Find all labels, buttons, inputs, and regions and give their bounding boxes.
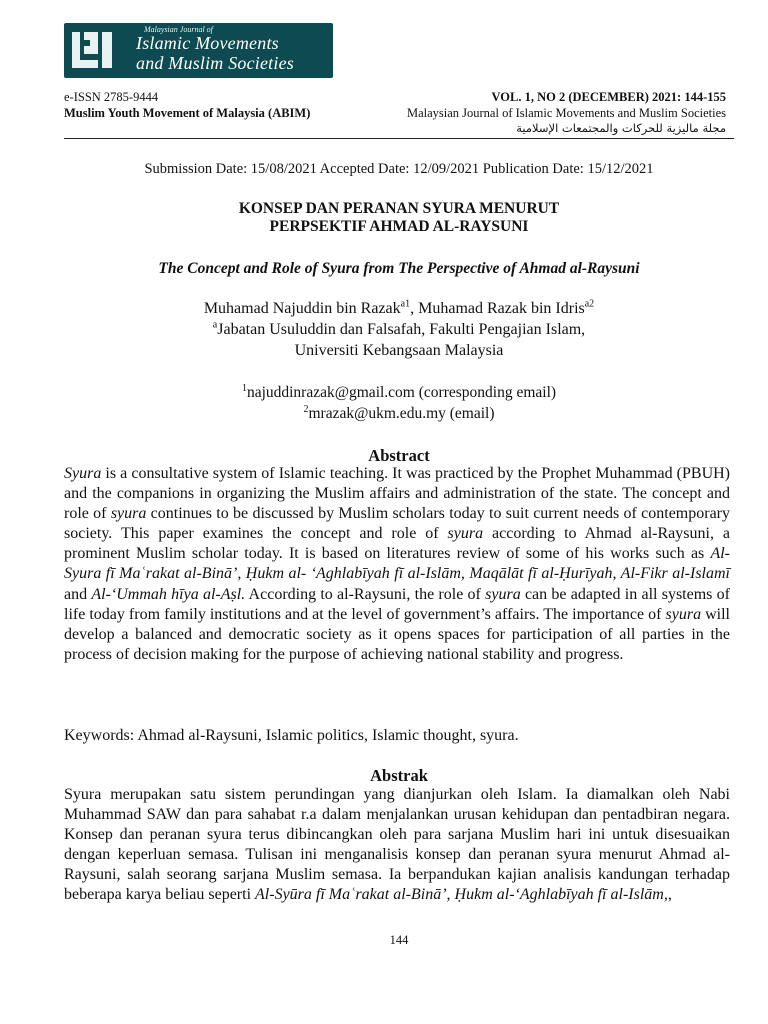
abstract-text-7: Al-Syura fī Maʿrakat al-Bināʼ, Ḥukm al- ʻAghlabīyah fī al-Islām, Maqālāt fī al-Ḥurīyah, Al-Fikr al-Islamī bbox=[64, 545, 730, 583]
abstract-text-12: can be adapted in all systems of life today from family institutions and at the level of government’s affairs. The importance of bbox=[64, 585, 730, 623]
email-line-1 bbox=[64, 382, 734, 403]
abstract-text-2: is a consultative system of Islamic teaching. It was practiced by the Prophet Muhammad (PBUH) and the companions in organizing the Muslim affairs and administration of the state. The concept and role of bbox=[64, 465, 730, 523]
author-line bbox=[64, 298, 734, 319]
english-title: The Concept and Role of Syura from The Perspective of Ahmad al-Raysuni bbox=[158, 260, 640, 277]
title-line-1: KONSEP DAN PERANAN SYURA MENURUT bbox=[238, 200, 560, 217]
abstract-text-11: syura bbox=[485, 585, 521, 603]
submission-dates: Submission Date: 15/08/2021 Accepted Date: 12/09/2021 Publication Date: 15/12/2021 bbox=[144, 161, 654, 177]
email-1: najuddinrazak@gmail.com (corresponding email) bbox=[246, 384, 557, 401]
abstrak-text-3: , bbox=[667, 886, 672, 904]
title-line-2: PERPSEKTIF AHMAD AL-RAYSUNI bbox=[269, 218, 529, 235]
abstract-text-4: continues to be discussed by Muslim scholars today to suit current needs of contemporary society. This paper examines the concept and role of bbox=[64, 505, 731, 543]
journal-logo-icon bbox=[70, 28, 116, 74]
paper-title bbox=[64, 200, 734, 236]
abstract-text-3: syura bbox=[110, 505, 147, 523]
abstrak-body bbox=[64, 785, 730, 906]
eissn: e-ISSN 2785-9444 bbox=[64, 90, 159, 104]
abstract-text-14: will develop a balanced and democratic society as it opens spaces for participation of all parties in the process of decision making for the purpose of achieving national stability and progress. bbox=[64, 605, 731, 663]
affiliation-sup: a bbox=[212, 319, 218, 331]
logo-small-text: Malaysian Journal of bbox=[144, 25, 213, 34]
logo-line-2: and Muslim Societies bbox=[136, 53, 294, 73]
affiliation-line-2: Universiti Kebangsaan Malaysia bbox=[294, 342, 504, 359]
author-1: Muhamad Najuddin bin Razak bbox=[203, 300, 401, 317]
author-block bbox=[64, 298, 734, 361]
abstract-text-9: Al-ʻUmmah hīya al-Aṣl. bbox=[91, 585, 246, 603]
email-1-sup: 1 bbox=[241, 382, 247, 394]
volume-info: VOL. 1, NO 2 (DECEMBER) 2021: 144-155 bbox=[491, 90, 726, 104]
abstract-text-5: syura bbox=[447, 525, 484, 543]
journal-logo-banner bbox=[64, 23, 333, 78]
abstract-text-1: Syura bbox=[64, 465, 102, 482]
keywords: Keywords: Ahmad al-Raysuni, Islamic politics, Islamic thought, syura. bbox=[64, 727, 519, 744]
email-2: mrazak@ukm.edu.my (email) bbox=[308, 405, 495, 422]
journal-name: Malaysian Journal of Islamic Movements and Muslim Societies bbox=[406, 106, 726, 120]
abstrak-text-2: Al-Syūra fī Maʿrakat al-Bināʼ, Ḥukm al-ʻAghlabīyah fī al-Islām, bbox=[255, 886, 668, 904]
publisher: Muslim Youth Movement of Malaysia (ABIM) bbox=[64, 106, 311, 120]
author-2-sup: a2 bbox=[584, 298, 595, 310]
author-1-sup: a1 bbox=[400, 298, 411, 310]
author-2: Muhamad Razak bin Idris bbox=[418, 300, 585, 317]
page-number: 144 bbox=[389, 933, 409, 947]
affiliation-text-1: Jabatan Usuluddin dan Falsafah, Fakulti Pengajian Islam, bbox=[217, 321, 586, 338]
author-sep: , bbox=[410, 300, 419, 317]
abstract-body bbox=[64, 464, 730, 665]
email-line-2 bbox=[64, 403, 734, 424]
abstract-text-13: syura bbox=[665, 605, 702, 623]
abstract-text-10: According to al-Raysuni, the role of bbox=[245, 585, 486, 603]
abstract-text-6: according to Ahmad al-Raysuni, a prominent Muslim scholar today. It is based on literatures review of some of his works such as bbox=[64, 525, 730, 563]
abstrak-heading: Abstrak bbox=[370, 766, 428, 785]
abstract-heading: Abstract bbox=[368, 446, 430, 465]
abstract-text-8: and bbox=[64, 585, 92, 603]
abstrak-text-1: Syura merupakan satu sistem perundingan yang dianjurkan oleh Islam. Ia diamalkan oleh Nabi Muhammad SAW dan para sahabat r.a dalam menjalankan urusan kehidupan dan pentadbiran negara. Konsep dan peranan syura terus dibincangkan oleh para sarjana Muslim hari ini untuk disesuaikan dengan keperluan semasa. Tulisan ini menganalisis konsep dan peranan syura menurut Ahmad al-Raysuni, salah seorang sarjana Muslim semasa. Ia berpandukan kajian analisis kandungan terhadap beberapa karya beliau seperti bbox=[64, 786, 730, 904]
email-block bbox=[64, 382, 734, 424]
header-divider bbox=[64, 138, 734, 139]
journal-name-arabic: مجلة ماليزية للحركات والمجتمعات الإسلامية bbox=[516, 121, 726, 135]
email-2-sup: 2 bbox=[303, 403, 309, 415]
logo-line-1: Islamic Movements bbox=[136, 33, 279, 53]
affiliation-line-1 bbox=[64, 319, 734, 340]
